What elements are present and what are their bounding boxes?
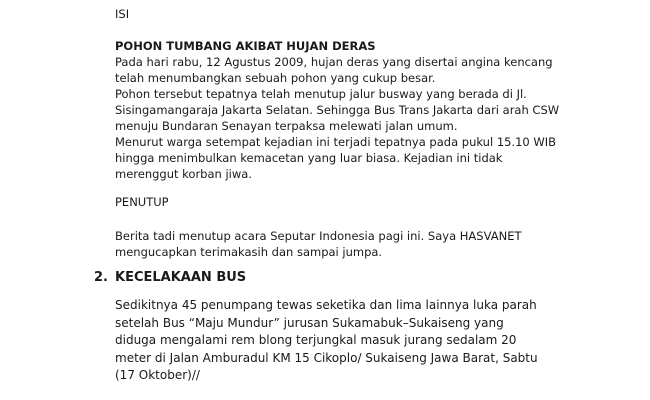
paragraph-line: meter di Jalan Amburadul KM 15 Cikoplo/ Sukaiseng Jawa Barat, Sabtu xyxy=(115,350,538,365)
paragraph-line: mengucapkan terimakasih dan sampai jumpa. xyxy=(115,245,383,259)
paragraph-line: Sedikitnya 45 penumpang tewas seketika dan lima lainnya luka parah xyxy=(115,298,537,312)
paragraph-line: merenggut korban jiwa. xyxy=(115,167,252,181)
paragraph-line: diduga mengalami rem blong terjungkal masuk jurang sedalam 20 xyxy=(115,333,517,347)
news-title: POHON TUMBANG AKIBAT HUJAN DERAS xyxy=(115,39,376,53)
section-number: 2. xyxy=(94,270,108,285)
paragraph-line: menuju Bundaran Senayan terpaksa melewati jalan umum. xyxy=(115,119,458,133)
paragraph-line: Pada hari rabu, 12 Agustus 2009, hujan deras yang disertai angina kencang xyxy=(115,55,553,69)
paragraph-line: (17 Oktober)// xyxy=(115,368,200,382)
closing-paragraph xyxy=(115,228,635,260)
paragraph-line: hingga menimbulkan kemacetan yang luar biasa. Kejadian ini tidak xyxy=(115,151,503,165)
isi-label: ISI xyxy=(115,7,130,21)
paragraph-line: Pohon tersebut tepatnya telah menutup jalur busway yang berada di Jl. xyxy=(115,87,527,101)
paragraph-line: Menurut warga setempat kejadian ini terjadi tepatnya pada pukul 15.10 WIB xyxy=(115,135,557,149)
paragraph-line: setelah Bus “Maju Mundur” jurusan Sukamabuk–Sukaiseng yang xyxy=(115,315,504,330)
news-paragraph xyxy=(115,54,635,182)
section-heading: KECELAKAAN BUS xyxy=(115,270,247,285)
paragraph-line: Sisingamangaraja Jakarta Selatan. Sehingga Bus Trans Jakarta dari arah CSW xyxy=(115,103,560,117)
paragraph-line: telah menumbangkan sebuah pohon yang cukup besar. xyxy=(115,71,436,85)
section-paragraph xyxy=(115,297,635,385)
penutup-label: PENUTUP xyxy=(115,195,169,209)
paragraph-line: Berita tadi menutup acara Seputar Indonesia pagi ini. Saya HASVANET xyxy=(115,229,522,243)
